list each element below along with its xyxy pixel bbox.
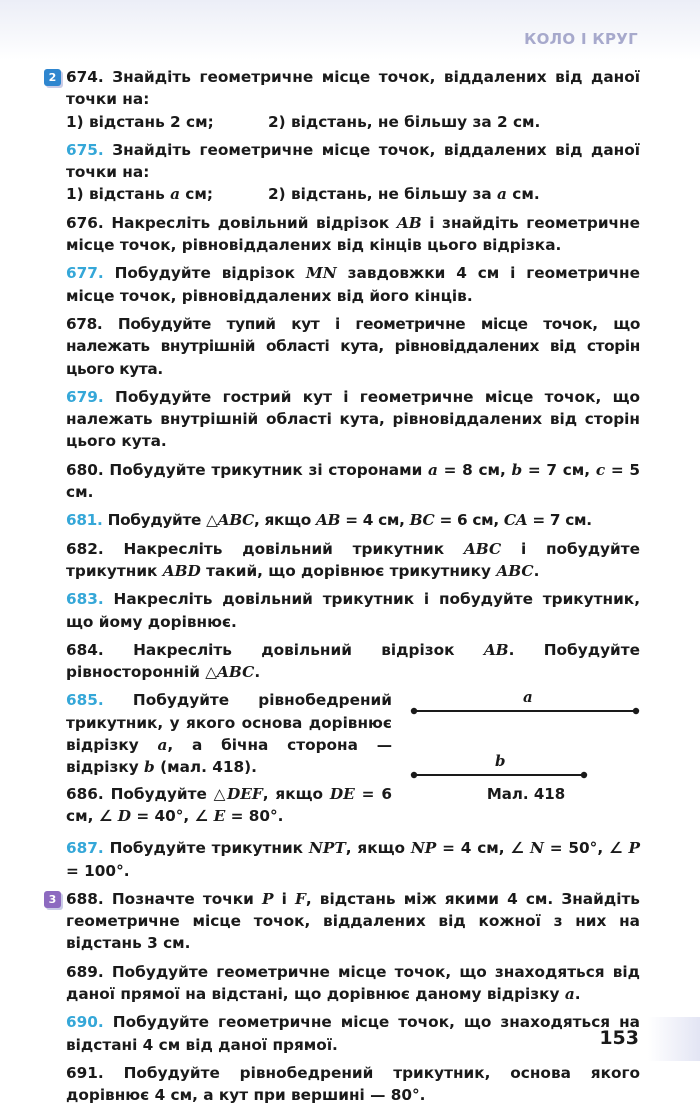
problem-683: 683. Накресліть довільний трикутник і побудуйте трикутник, що йому дорівнює. [66,590,640,631]
problem-691: 691. Побудуйте рівнобедрений трикутник, основа якого дорівнює 4 см, а кут при вершині — 80°. [66,1063,640,1105]
problem-678: 678. Побудуйте тупий кут і геометричне місце точок, що належать внутрішній області кута, рівновіддалених від сторін цього кута. [66,314,640,378]
problem-number: 676. [66,213,104,232]
problem-options: 1) відстань a см; 2) відстань, не більшу за a см. [66,185,540,204]
problem-677: 677. Побудуйте відрізок MN завдовжки 4 см і геометричне місце точок, рівновіддалених від його кінців. [66,264,640,305]
problem-682: 682. Накресліть довільний трикутник ABC і побудуйте трикутник ABD такий, що дорівнює трикутнику ABC. [66,539,640,580]
problem-number: 684. [66,640,104,659]
problem-686: 686. Побудуйте △DEF, якщо DE = 6 см, ∠ D = 40°, ∠ E = 80°. [66,784,392,825]
problem-number: 689. [66,962,104,981]
problem-number: 674. [66,68,104,86]
figure-caption: Мал. 418 [486,785,566,804]
problem-number: 688. [66,889,104,908]
problem-number: 691. [66,1063,104,1082]
segment-a-label: a [523,689,533,707]
problem-options: 1) відстань 2 см; 2) відстань, не більшу за 2 см. [66,112,541,131]
problem-number: 678. [66,314,103,333]
problem-689: 689. Побудуйте геометричне місце точок, що знаходяться від даної прямої на відстані, що дорівнює даному відрізку a. [66,962,640,1003]
problem-number: 681. [66,511,103,530]
problem-number: 677. [66,264,104,283]
problem-687: 687. Побудуйте трикутник NPT, якщо NP = 4 см, ∠ N = 50°, ∠ P = 100°. [66,839,641,880]
problem-number: 675. [66,140,104,159]
figure-row [66,689,640,831]
problem-676: 676. Накресліть довільний відрізок AB і знайдіть геометричне місце точок, рівновіддалених від кінців цього відрізка. [66,213,641,255]
problem-list [48,66,641,1112]
problem-number: 680. [66,460,104,479]
segment-a-end-point [633,708,639,714]
running-head: КОЛО І КРУГ [524,30,638,48]
problem-number: 686. [66,784,104,803]
segment-b-label: b [495,752,506,771]
problem-690: 690. Побудуйте геометричне місце точок, що знаходяться на відстані 4 см від даної прямої. [66,1013,640,1054]
problem-675: 675. Знайдіть геометричне місце точок, віддалених від даної точки на: 1) відстань a см; 2) відстань, не більшу за a см. [66,139,640,206]
level-badge-icon: 3 [44,891,61,908]
problem-681: 681. Побудуйте △ABC, якщо AB = 4 см, BC = 6 см, CA = 7 см. [66,511,592,530]
problem-688: 3 688. Позначте точки P і F, відстань між якими 4 см. Знайдіть геометричне місце точок, віддалених від кожної з них на відстань 3 см. [66,888,640,955]
page-number: 153 [599,1027,639,1049]
problem-685: 685. Побудуйте рівнобедрений трикутник, у якого основа дорівнює відрізку a, а бічна сторона — відрізку b (мал. 418). [66,691,392,777]
problem-680: 680. Побудуйте трикутник зі сторонами a = 8 см, b = 7 см, c = 5 см. [66,460,640,502]
segment-b-start-point [411,772,417,778]
problem-number: 687. [66,839,104,858]
problem-number: 679. [66,387,104,406]
segment-b-end-point [581,772,587,778]
level-badge-icon: 2 [44,69,61,86]
problem-674: 2 674. Знайдіть геометричне місце точок, віддалених від даної точки на: 1) відстань 2 см; 2) відстань, не більшу за 2 см. [66,66,640,133]
page-tab [648,1017,700,1061]
segment-a-start-point [411,708,417,714]
problem-684: 684. Накресліть довільний відрізок AB. Побудуйте рівносторонній △ABC. [66,640,640,682]
problem-number: 683. [66,590,104,609]
problem-number: 682. [66,539,104,558]
figure-418 [392,689,640,809]
problem-number: 685. [66,691,104,710]
problem-number: 690. [66,1013,104,1032]
problem-679: 679. Побудуйте гострий кут і геометричне місце точок, що належать внутрішній області кута, рівновіддалених від сторін цього кута. [66,387,640,451]
